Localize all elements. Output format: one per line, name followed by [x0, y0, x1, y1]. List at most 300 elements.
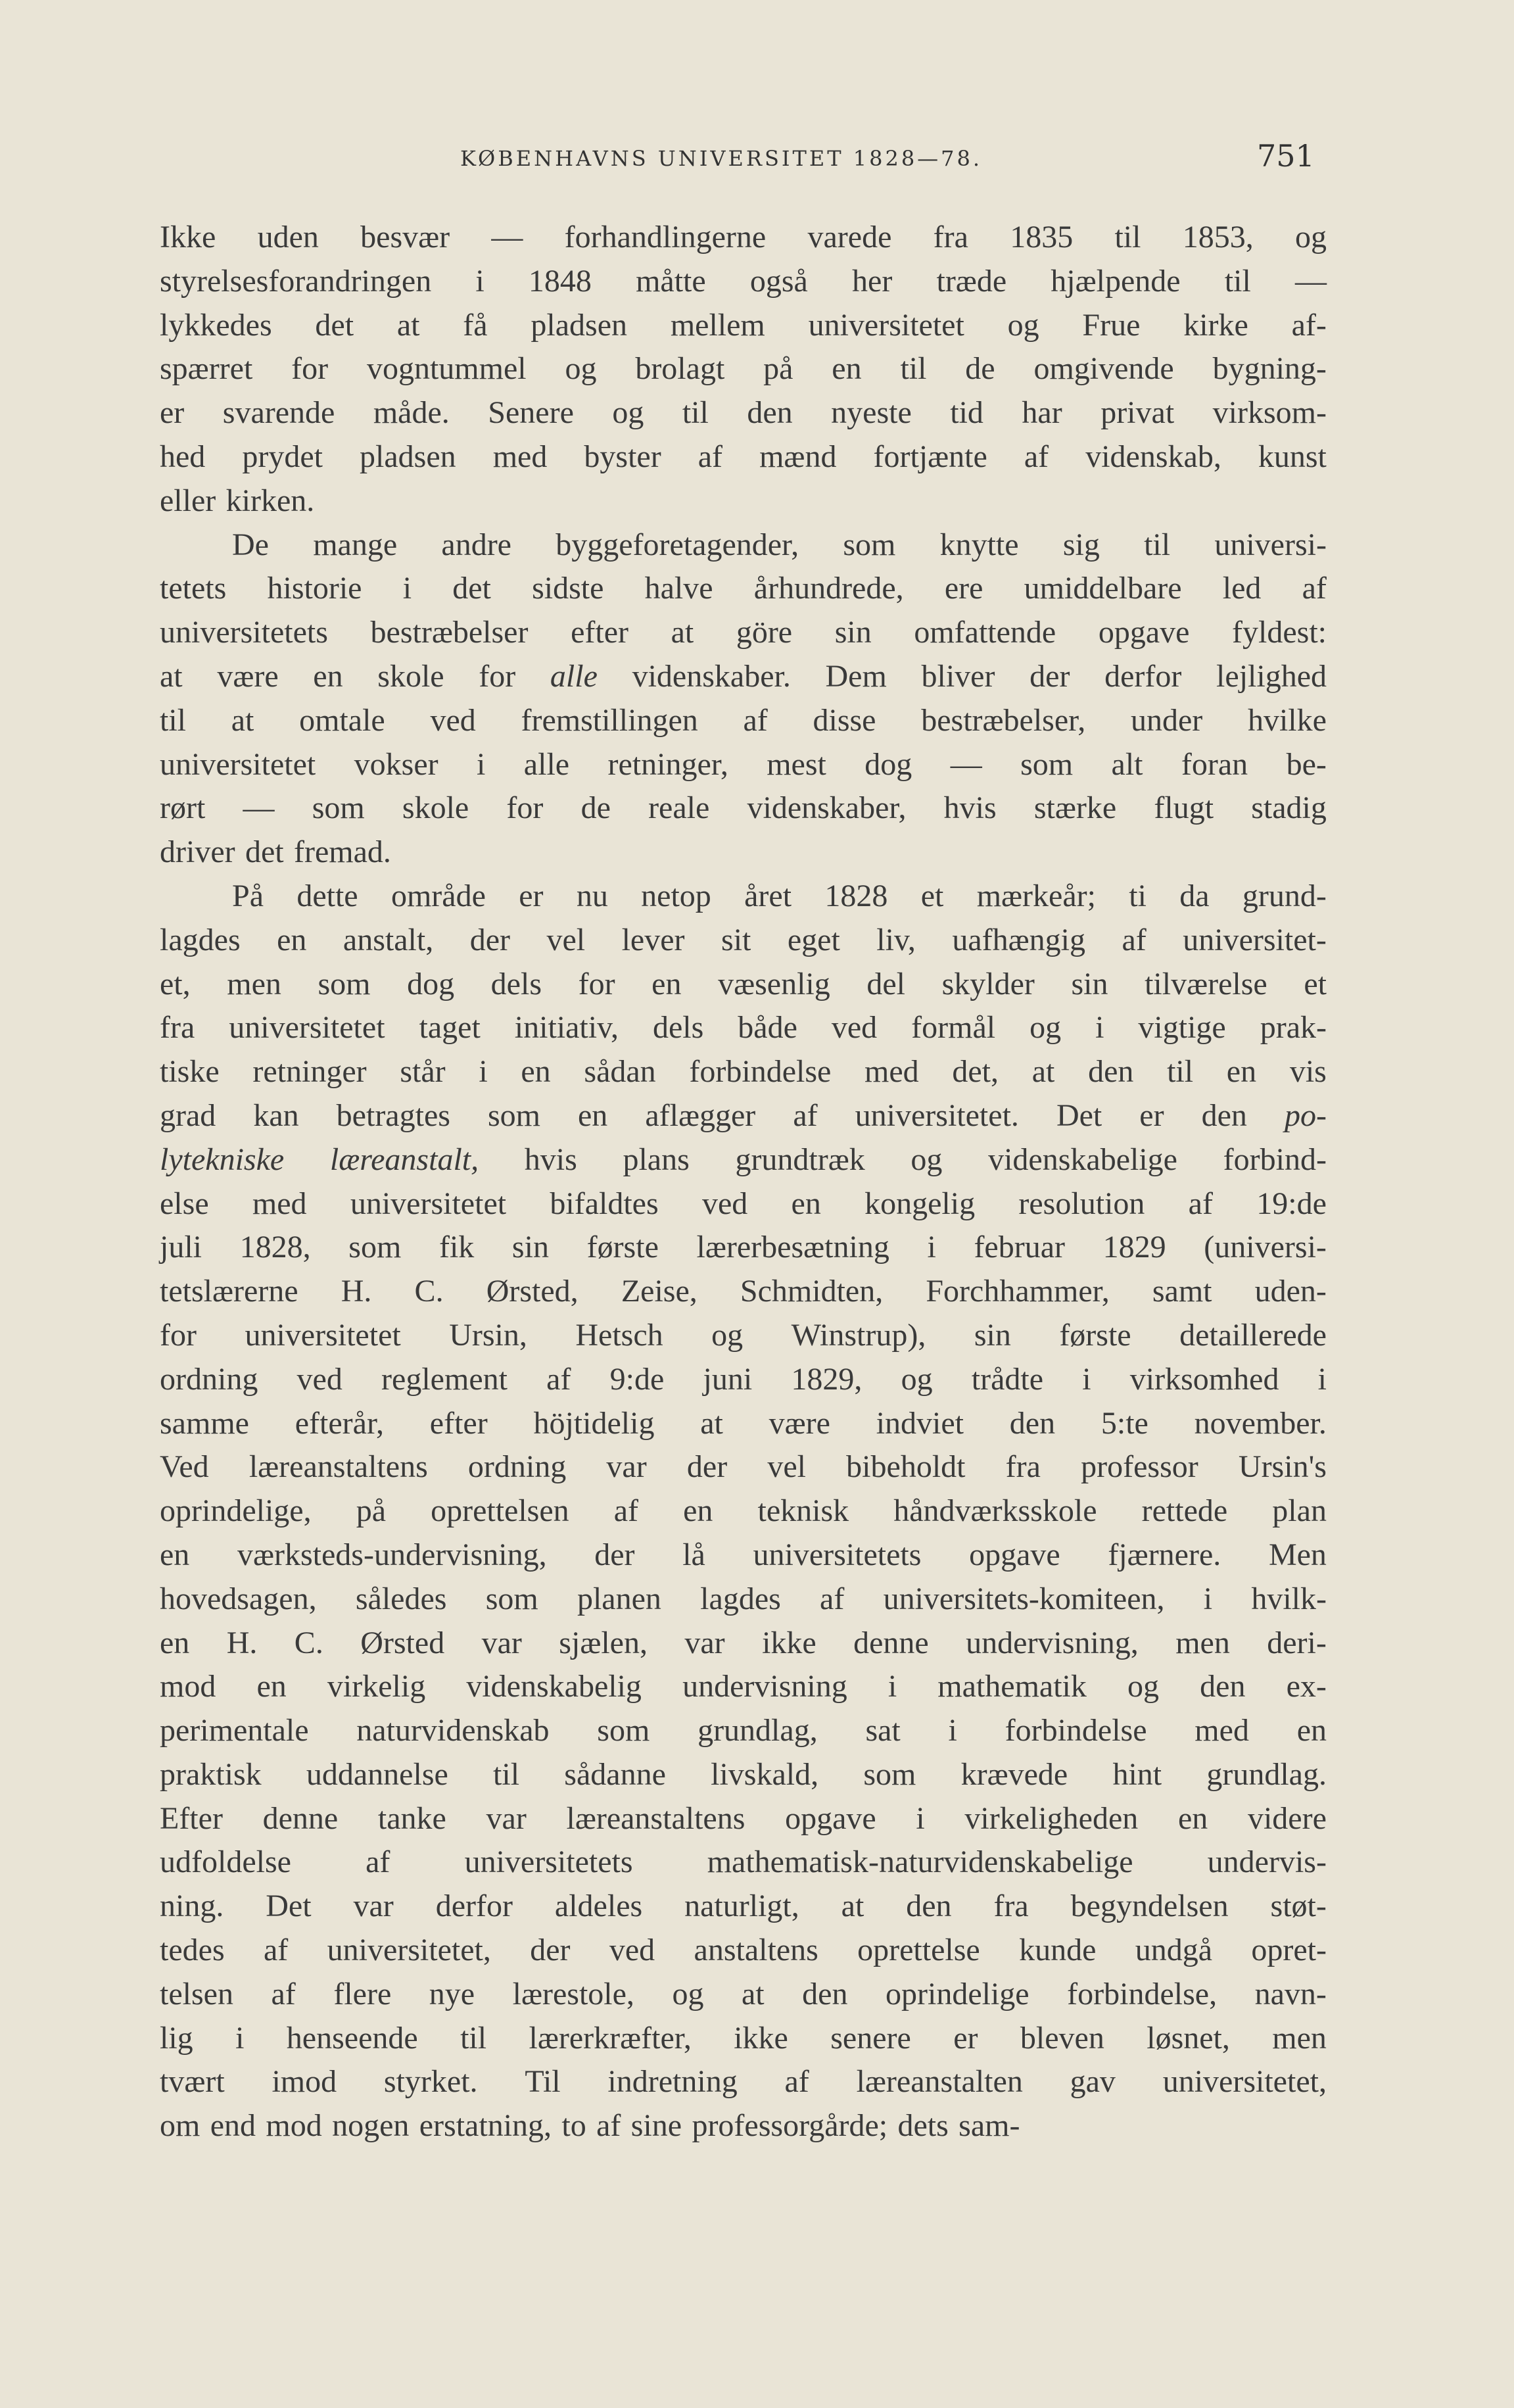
text-line [160, 435, 1327, 479]
word: som [312, 790, 365, 826]
word: var [353, 1889, 394, 1924]
word: opret- [1251, 1933, 1327, 1968]
word: der [469, 922, 510, 957]
word: 1829, [791, 1361, 863, 1397]
word: at [671, 615, 694, 650]
word: umiddelbare [1024, 571, 1182, 606]
word: sidste [532, 571, 604, 606]
word: som [318, 966, 371, 1001]
word: område [390, 878, 486, 913]
word: fremstillingen [521, 702, 698, 738]
word: til [1114, 220, 1141, 254]
text-line [160, 1665, 1327, 1709]
word: og [1007, 307, 1039, 343]
word: bygning- [1212, 351, 1327, 387]
word: universitetets [160, 615, 328, 650]
text-line [160, 1050, 1327, 1094]
word: til [900, 351, 927, 387]
word: grundlag, [698, 1713, 818, 1748]
word: vogntummel [366, 351, 527, 387]
word: fyldest: [1232, 615, 1327, 650]
word: universitetets [464, 1844, 633, 1880]
word: lig [160, 2020, 193, 2056]
word: 1829 [1102, 1230, 1166, 1265]
word: skole [402, 790, 469, 826]
text-line [160, 1622, 1327, 1666]
word: disse [813, 702, 876, 738]
text-line [160, 1226, 1327, 1270]
word: af [263, 1933, 289, 1968]
word: af [546, 1361, 571, 1397]
text-line [160, 567, 1327, 611]
word: få [463, 307, 488, 343]
word: og [1295, 220, 1327, 254]
word: måde. [373, 395, 450, 431]
word: dels [490, 966, 542, 1001]
word: var [606, 1449, 647, 1485]
word: tid [950, 395, 983, 431]
word: af [366, 1844, 390, 1880]
word: mod [266, 2108, 322, 2144]
word: spærret [160, 351, 253, 387]
text-line [160, 1533, 1327, 1577]
running-head-title: KØBENHAVNS UNIVERSITET 1828—78. [460, 146, 983, 171]
word: i [1082, 1361, 1091, 1397]
word: videnskab, [1085, 439, 1221, 474]
word: til [160, 702, 187, 738]
word: lejlighed [1216, 658, 1327, 694]
word: ved [296, 1361, 343, 1397]
word: else [160, 1186, 209, 1221]
word: af [1188, 1186, 1213, 1221]
word: universitetet, [327, 1933, 491, 1968]
word: dels [652, 1010, 704, 1046]
word: af [820, 1581, 845, 1616]
word: var [481, 1625, 522, 1660]
word: eget [787, 922, 840, 957]
text-line [160, 1445, 1327, 1489]
word: hovedsagen, [160, 1581, 317, 1616]
word: sin [834, 615, 872, 650]
word: ved [609, 1933, 655, 1968]
word: prydet [242, 439, 323, 474]
word: under [1130, 702, 1203, 738]
word: ti [1129, 878, 1147, 913]
word: ikke [762, 1625, 816, 1660]
text-line [160, 963, 1327, 1007]
word: i [1203, 1581, 1213, 1616]
word: universitetet [160, 746, 316, 782]
word: hvilke [1247, 702, 1327, 738]
word: i [927, 1230, 936, 1265]
word: samt [1152, 1274, 1212, 1309]
word: mange [313, 527, 398, 562]
word: Senere [488, 395, 574, 431]
word: et, [160, 966, 191, 1001]
word: Ved [160, 1449, 209, 1485]
word: hvis [524, 1142, 577, 1177]
text-line [160, 1402, 1327, 1446]
word: historie [267, 571, 362, 606]
text-line [160, 523, 1327, 567]
word: en [651, 966, 682, 1001]
word: styrket. [383, 2064, 478, 2100]
word: lå [682, 1537, 705, 1572]
word: universitetet [350, 1186, 507, 1221]
word: sat [865, 1713, 901, 1748]
word: C. [294, 1625, 323, 1660]
word: alt [1111, 746, 1143, 782]
word: den [1009, 1405, 1056, 1441]
word: indviet [876, 1405, 964, 1441]
word: en [521, 1054, 551, 1090]
word: skylder [941, 966, 1035, 1001]
word: driver [160, 834, 235, 870]
word: anstalt, [343, 922, 434, 957]
word: uden [257, 220, 319, 254]
word: forbindelse [689, 1054, 832, 1090]
word: 1828 [824, 878, 888, 913]
word: plans [623, 1142, 690, 1177]
word: vel [767, 1449, 806, 1485]
word: grundlag. [1206, 1756, 1327, 1792]
word: fra [1005, 1449, 1041, 1485]
word: at [160, 658, 183, 694]
word: retninger, [607, 746, 728, 782]
word: stadig [1251, 790, 1327, 826]
word: skole [377, 658, 444, 694]
word: fra [993, 1889, 1029, 1924]
word: en [160, 1625, 190, 1660]
word: rørt [160, 790, 206, 826]
text-line [160, 1182, 1327, 1226]
word: i [475, 263, 485, 299]
word: universitetets [753, 1537, 922, 1572]
word: hint [1112, 1756, 1162, 1792]
word: reglement [381, 1361, 508, 1397]
word: ere [944, 571, 983, 606]
word: alle [523, 746, 570, 782]
word: dette [296, 878, 358, 913]
word: første [1059, 1317, 1131, 1353]
word: i [887, 1669, 897, 1704]
word: læreanstaltens [566, 1800, 745, 1836]
word: og [672, 1976, 704, 2011]
word: at [700, 1405, 723, 1441]
word: Hetsch [575, 1317, 663, 1353]
word: reale [648, 790, 710, 826]
text-line [160, 391, 1327, 435]
word: den [1088, 1054, 1134, 1090]
word: er [519, 878, 544, 913]
word: vigtige [1138, 1010, 1226, 1046]
word: til [1144, 527, 1171, 562]
word: juli [160, 1230, 202, 1265]
text-line [160, 1885, 1327, 1929]
word: knytte [939, 527, 1019, 562]
word: undgå [1135, 1933, 1213, 1968]
word: i [1317, 1361, 1327, 1397]
word: praktisk [160, 1756, 262, 1792]
word: H. [226, 1625, 258, 1660]
word: i [402, 571, 412, 606]
word: vis [1289, 1054, 1327, 1090]
word: bibeholdt [846, 1449, 966, 1485]
word: lever [621, 922, 685, 957]
word: denne [262, 1800, 339, 1836]
word: vokser [354, 746, 438, 782]
word: foran [1181, 746, 1248, 782]
word: sjælen, [559, 1625, 648, 1660]
word: både [738, 1010, 797, 1046]
word: med [1195, 1713, 1249, 1748]
word: til [682, 395, 709, 431]
word: på [356, 1493, 386, 1529]
word: derfor [435, 1889, 513, 1924]
word: mathematisk-naturvidenskabelige [707, 1844, 1133, 1880]
word: en [1226, 1054, 1257, 1090]
word: i [1095, 1010, 1104, 1046]
word: i [235, 2020, 245, 2056]
word: netop [641, 878, 711, 913]
word: universitets-komiteen, [883, 1581, 1165, 1616]
text-line [160, 347, 1327, 391]
word: dog [407, 966, 455, 1001]
word: fjærnere. [1108, 1537, 1221, 1572]
word: omgivende [1033, 351, 1174, 387]
word: lykkedes [160, 307, 272, 343]
word: ning. [160, 1889, 224, 1924]
word: af [271, 1976, 296, 2011]
word: for [578, 966, 615, 1001]
word: som [485, 1581, 538, 1616]
word: træde [936, 263, 1007, 299]
word: ikke [734, 2020, 788, 2056]
word: uddannelse [306, 1756, 448, 1792]
word: bliver [921, 658, 995, 694]
word: året [744, 878, 792, 913]
word: tetets [160, 571, 227, 606]
word: 9:de [609, 1361, 665, 1397]
word: med [864, 1054, 919, 1090]
word: opgave [1098, 615, 1190, 650]
text-line [160, 2104, 1327, 2148]
word: i [916, 1800, 925, 1836]
word: sig [1062, 527, 1100, 562]
word: byster [584, 439, 661, 474]
word: videre [1247, 1800, 1327, 1836]
word: Ørsted [360, 1625, 445, 1660]
word: universi- [1214, 527, 1327, 562]
word: 19:de [1256, 1186, 1327, 1221]
word: navn- [1254, 1976, 1327, 2011]
word: her [852, 263, 893, 299]
word: bifaldtes [550, 1186, 659, 1221]
word: forbind- [1223, 1142, 1327, 1177]
word: ved [831, 1010, 878, 1046]
word: del [866, 966, 905, 1001]
word: initiativ, [514, 1010, 619, 1046]
text-line [160, 479, 1327, 523]
word: som [487, 1097, 540, 1133]
word: og [711, 1317, 744, 1353]
word: dets [897, 2108, 949, 2144]
text-line [160, 1270, 1327, 1314]
word: et [1304, 966, 1327, 1001]
word: 5:te [1100, 1405, 1148, 1441]
word: vel [546, 922, 586, 957]
word: også [749, 263, 808, 299]
word: forbindelse [1005, 1713, 1147, 1748]
word: opgave [785, 1800, 876, 1836]
word: 1828, [239, 1230, 311, 1265]
word: fremad. [293, 834, 391, 870]
text-line [160, 919, 1327, 963]
word: plan [1272, 1493, 1327, 1529]
word: ordning [160, 1361, 258, 1397]
word: at [1031, 1054, 1055, 1090]
word: 1835 [1010, 220, 1074, 254]
word: den [1201, 1097, 1247, 1133]
word: som [843, 527, 896, 562]
word: taget [419, 1010, 481, 1046]
word: det, [952, 1054, 999, 1090]
word: er [1139, 1097, 1164, 1133]
word: tiske [160, 1054, 220, 1090]
word: støt- [1270, 1889, 1327, 1924]
word: var [486, 1800, 527, 1836]
word: perimentale [160, 1713, 309, 1748]
word: uden- [1254, 1274, 1327, 1309]
word: detaillerede [1179, 1317, 1327, 1353]
word: planen [577, 1581, 661, 1616]
word: telsen [160, 1976, 233, 2011]
word: for [479, 658, 516, 694]
word: virksom- [1212, 395, 1327, 431]
word: af [1302, 571, 1327, 606]
word: fra [160, 1010, 195, 1046]
word: lærestole, [512, 1976, 634, 2011]
word: for [291, 351, 329, 387]
word: formål [911, 1010, 996, 1046]
word: at [841, 1889, 864, 1924]
word: udfoldelse [160, 1844, 291, 1880]
text-line [160, 1797, 1327, 1841]
word: af [1122, 922, 1147, 957]
word: af [784, 2064, 809, 2100]
body-text [160, 216, 1327, 2148]
word: bestræbelser, [921, 702, 1086, 738]
text-line [160, 2017, 1327, 2061]
word: sine [630, 2108, 682, 2144]
word: göre [736, 615, 793, 650]
word: svarende [222, 395, 335, 431]
word: omtale [299, 702, 385, 738]
word: oprettelse [857, 1933, 980, 1968]
word: andre [441, 527, 511, 562]
word: oprindelige, [160, 1493, 312, 1529]
word: gav [1070, 2064, 1116, 2100]
word: trådte [971, 1361, 1044, 1397]
word: videnskaber, [747, 790, 907, 826]
text-line [160, 1094, 1327, 1138]
word: pladsen [531, 307, 628, 343]
word: nu [576, 878, 608, 913]
word: halve [644, 571, 713, 606]
word: måtte [636, 263, 706, 299]
word: den [1200, 1669, 1246, 1704]
word: de [965, 351, 995, 387]
text-line [160, 875, 1327, 919]
word: læreanstaltens [248, 1449, 428, 1485]
word: det [315, 307, 354, 343]
text-line [160, 1577, 1327, 1622]
word: i [477, 746, 486, 782]
word: november. [1194, 1405, 1327, 1441]
word: erstatning, [419, 2108, 552, 2144]
word: undervisning [682, 1669, 847, 1704]
word: en [791, 1186, 821, 1221]
word: begyndelsen [1070, 1889, 1229, 1924]
word: C. [414, 1274, 444, 1309]
text-line [160, 1753, 1327, 1797]
word: led [1222, 571, 1262, 606]
word: virkelig [327, 1669, 426, 1704]
text-line [160, 2060, 1327, 2104]
word: i [948, 1713, 957, 1748]
text-line [160, 216, 1327, 260]
word: — [491, 220, 523, 254]
word: sit [721, 922, 751, 957]
word: professorgårde; [692, 2108, 888, 2144]
word: bestræbelser [370, 615, 529, 650]
word: således [355, 1581, 447, 1616]
word: af [1024, 439, 1049, 474]
word: om [160, 2108, 201, 2144]
word: en [1296, 1713, 1327, 1748]
word: tvært [160, 2064, 225, 2100]
word: til [460, 2020, 487, 2056]
word: videnskabelig [466, 1669, 642, 1704]
word: efter [571, 615, 628, 650]
text-line [160, 1929, 1327, 1973]
word: efterår, [295, 1405, 385, 1441]
word: er [160, 395, 185, 431]
word: De [232, 527, 269, 562]
word: Efter [160, 1800, 223, 1836]
word: flere [333, 1976, 392, 2011]
word: forhandlingerne [564, 220, 767, 254]
word: hvis [943, 790, 997, 826]
word: til [1167, 1054, 1194, 1090]
word: kan [253, 1097, 299, 1133]
text-line [160, 1358, 1327, 1402]
word: lagdes [700, 1581, 781, 1616]
word: henseende [286, 2020, 418, 2056]
word: Men [1268, 1537, 1327, 1572]
word: Zeise, [621, 1274, 698, 1309]
word: naturvidenskab [356, 1713, 550, 1748]
word: fra [933, 220, 968, 254]
text-line [160, 831, 1327, 875]
word: sin [974, 1317, 1011, 1353]
word: af [743, 702, 768, 738]
word: aldeles [554, 1889, 643, 1924]
word: der [530, 1933, 571, 1968]
text-line [160, 786, 1327, 831]
word: krævede [960, 1756, 1068, 1792]
word: det [452, 571, 491, 606]
